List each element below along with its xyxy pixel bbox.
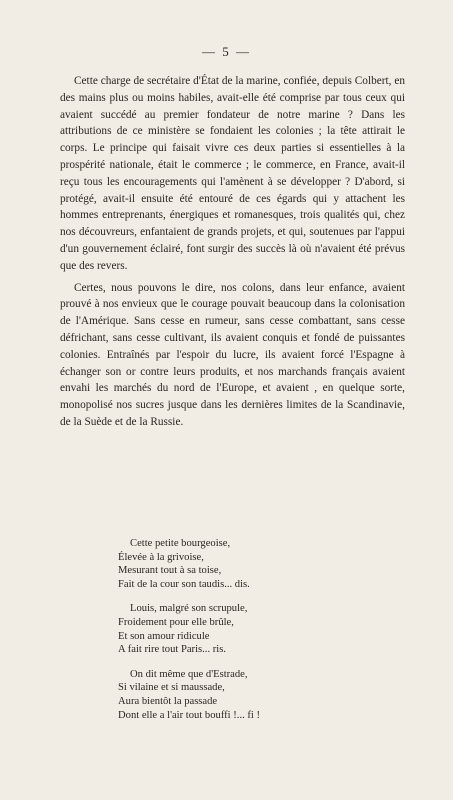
verse-line: Froidement pour elle brûle, <box>118 616 234 628</box>
paragraph: Cette charge de secrétaire d'État de la marine, confiée, depuis Colbert, en des mains plus ou moins habiles, avait-elle été comprise par tous ceux qui avaient succédé au premier fondateur de notre marine ? Dans les attributions de ce ministère se fondaient les colonies ; la tête attirait le corps. Le principe qui faisait vivre ces deux parties si essentielles à la prospérité nationale, était le commerce ; le commerce, en France, avait-il reçu tous les encouragements qui l'amènent à se développer ? D'abord, si protégé, avait-il ensuite été entouré de ces égards qui y attachent les hommes entreprenants, énergiques et romanesques, trois qualités qui, chez nos découvreurs, enfantaient de grands projets, et qui, soutenues par l'appui d'un gouvernement éclairé, font surgir des succès là où n'avaient été prévus que des revers. <box>60 75 405 272</box>
verse-line: A fait rire tout Paris... ris. <box>118 644 226 656</box>
stanza <box>118 602 348 656</box>
verse-line: Dont elle a l'air tout bouffi !... fi ! <box>118 709 261 721</box>
paragraph: Certes, nous pouvons le dire, nos colons, dans leur enfance, avaient prouvé à nos envieux que le courage pouvait beaucoup dans la colonisation de l'Amérique. Sans cesse en rumeur, sans cesse combattant, sans cesse défrichant, sans cesse cultivant, ils avaient conquis et fondé de puissantes colonies. Entraînés par l'espoir du lucre, ils avaient forcé l'Espagne à échanger son or contre leurs produits, et nos marchands français avaient envahi les marchés du nord de l'Europe, et avaient , en quelque sorte, monopolisé nos sucres jusque dans les dernières limites de la Scandinavie, de la Suède et de la Russie. <box>60 281 405 428</box>
page-number: — 5 — <box>202 44 251 59</box>
verse-line: Cette petite bourgeoise, <box>130 538 231 549</box>
stanza <box>118 537 348 591</box>
verse-line: Louis, malgré son scrupule, <box>130 603 248 615</box>
verse-line: On dit même que d'Estrade, <box>130 668 248 680</box>
verse-line: Mesurant tout à sa toise, <box>118 565 222 577</box>
verse-line: Fait de la cour son taudis... dis. <box>118 578 250 590</box>
prose-body <box>60 73 405 436</box>
verse-line: Aura bientôt la passade <box>118 695 218 707</box>
verse-line: Si vilaine et si maussade, <box>118 682 225 694</box>
stanza <box>118 668 348 722</box>
verse-line: Élevée à la grivoise, <box>118 551 204 563</box>
verse-line: Et son amour ridicule <box>118 630 210 642</box>
verse-block <box>118 537 348 733</box>
